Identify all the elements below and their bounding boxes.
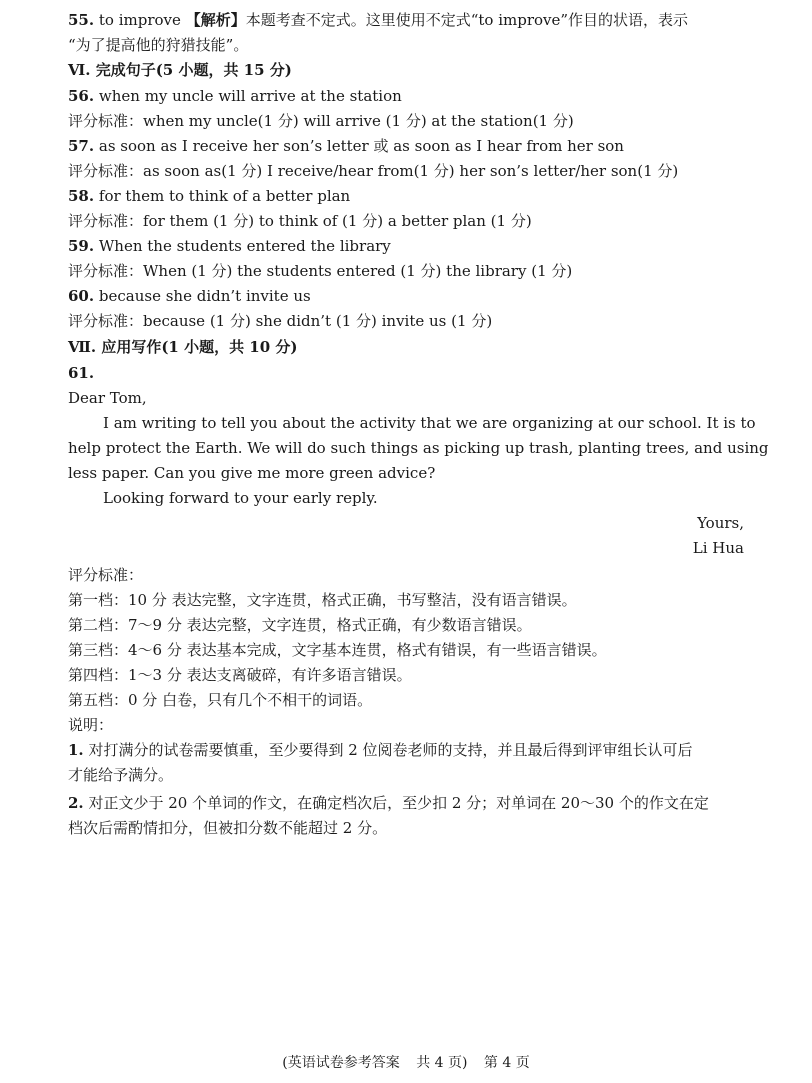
footer-total-pages: 共 4 页) xyxy=(416,1055,468,1071)
q60-criteria: 评分标准：because (1 分) she didn’t (1 分) invite us (1 分) xyxy=(68,312,493,330)
footer-page-number: 第 4 页 xyxy=(483,1055,530,1071)
q57-criteria: 评分标准：as soon as(1 分) I receive/hear from(1 分) her son’s letter/her son(1 分) xyxy=(68,162,679,180)
q56-answer: when my uncle will arrive at the station xyxy=(98,87,402,105)
letter-paragraph-2: Looking forward to your early reply. xyxy=(103,489,378,507)
letter-paragraph-1-line-1: I am writing to tell you about the activity that we are organizing at our school. It is to xyxy=(103,414,756,432)
note-1-line-2: 才能给予满分。 xyxy=(68,766,174,784)
q59-number: 59. xyxy=(68,237,95,255)
letter-paragraph-1-line-2: help protect the Earth. We will do such things as picking up trash, planting trees, and using xyxy=(68,439,769,457)
grading-level-5: 第五档：0 分 白卷，只有几个不相干的词语。 xyxy=(68,691,373,709)
q55-line xyxy=(68,13,750,28)
q58-answer: for them to think of a better plan xyxy=(98,187,351,205)
q56-answer-line xyxy=(68,89,750,104)
section-7-title: Ⅶ. 应用写作(1 小题，共 10 分) xyxy=(68,338,298,356)
q60-number: 60. xyxy=(68,287,95,305)
note-2-line-2: 档次后需酌情扣分，但被扣分数不能超过 2 分。 xyxy=(68,819,388,837)
q61-number: 61. xyxy=(68,364,95,382)
grading-title: 评分标准： xyxy=(68,566,144,584)
q59-answer: When the students entered the library xyxy=(98,237,391,255)
letter-signature: Li Hua xyxy=(692,539,744,557)
q58-criteria: 评分标准：for them (1 分) to think of (1 分) a better plan (1 分) xyxy=(68,212,532,230)
q60-answer-line xyxy=(68,289,750,304)
q59-criteria: 评分标准：When (1 分) the students entered (1 分) the library (1 分) xyxy=(68,262,573,280)
note-2-number: 2. xyxy=(68,794,84,812)
q55-answer: to improve xyxy=(98,11,181,29)
letter-salutation: Dear Tom, xyxy=(68,389,147,407)
grading-level-4: 第四档：1～3 分 表达支离破碎，有许多语言错误。 xyxy=(68,666,412,684)
q59-answer-line xyxy=(68,239,750,254)
q57-number: 57. xyxy=(68,137,95,155)
grading-level-3: 第三档：4～6 分 表达基本完成，文字基本连贯，格式有错误，有一些语言错误。 xyxy=(68,641,607,659)
q55-analysis-continued: “为了提高他的狩猎技能”。 xyxy=(68,36,249,54)
grading-level-2: 第二档：7～9 分 表达完整，文字连贯，格式正确，有少数语言错误。 xyxy=(68,616,532,634)
q60-answer: because she didn’t invite us xyxy=(98,287,311,305)
page-footer xyxy=(0,1052,812,1072)
note-2-line-1 xyxy=(68,796,750,811)
q56-number: 56. xyxy=(68,87,95,105)
section-6-title: Ⅵ. 完成句子(5 小题，共 15 分) xyxy=(68,61,292,79)
note-1-line-1 xyxy=(68,743,750,758)
q58-answer-line xyxy=(68,189,750,204)
q55-number: 55. xyxy=(68,11,95,29)
q55-analysis-tag: 【解析】 xyxy=(185,11,246,29)
notes-title: 说明： xyxy=(68,716,114,734)
q56-criteria: 评分标准：when my uncle(1 分) will arrive (1 分) at the station(1 分) xyxy=(68,112,574,130)
footer-doc-title: (英语试卷参考答案 xyxy=(282,1055,400,1071)
note-2-text: 对正文少于 20 个单词的作文，在确定档次后，至少扣 2 分；对单词在 20～30 个的作文在定 xyxy=(88,794,709,812)
note-1-text: 对打满分的试卷需要慎重，至少要得到 2 位阅卷老师的支持，并且最后得到评审组长认可后 xyxy=(88,741,693,759)
q58-number: 58. xyxy=(68,187,95,205)
q55-analysis-text: 本题考查不定式。这里使用不定式“to improve”作目的状语，表示 xyxy=(245,11,689,29)
grading-level-1: 第一档：10 分 表达完整，文字连贯，格式正确，书写整洁，没有语言错误。 xyxy=(68,591,577,609)
q57-answer: as soon as I receive her son’s letter 或 as soon as I hear from her son xyxy=(98,137,624,155)
letter-paragraph-1-line-3: less paper. Can you give me more green advice? xyxy=(68,464,436,482)
note-1-number: 1. xyxy=(68,741,84,759)
q57-answer-line xyxy=(68,139,750,154)
letter-closing: Yours, xyxy=(697,514,744,532)
